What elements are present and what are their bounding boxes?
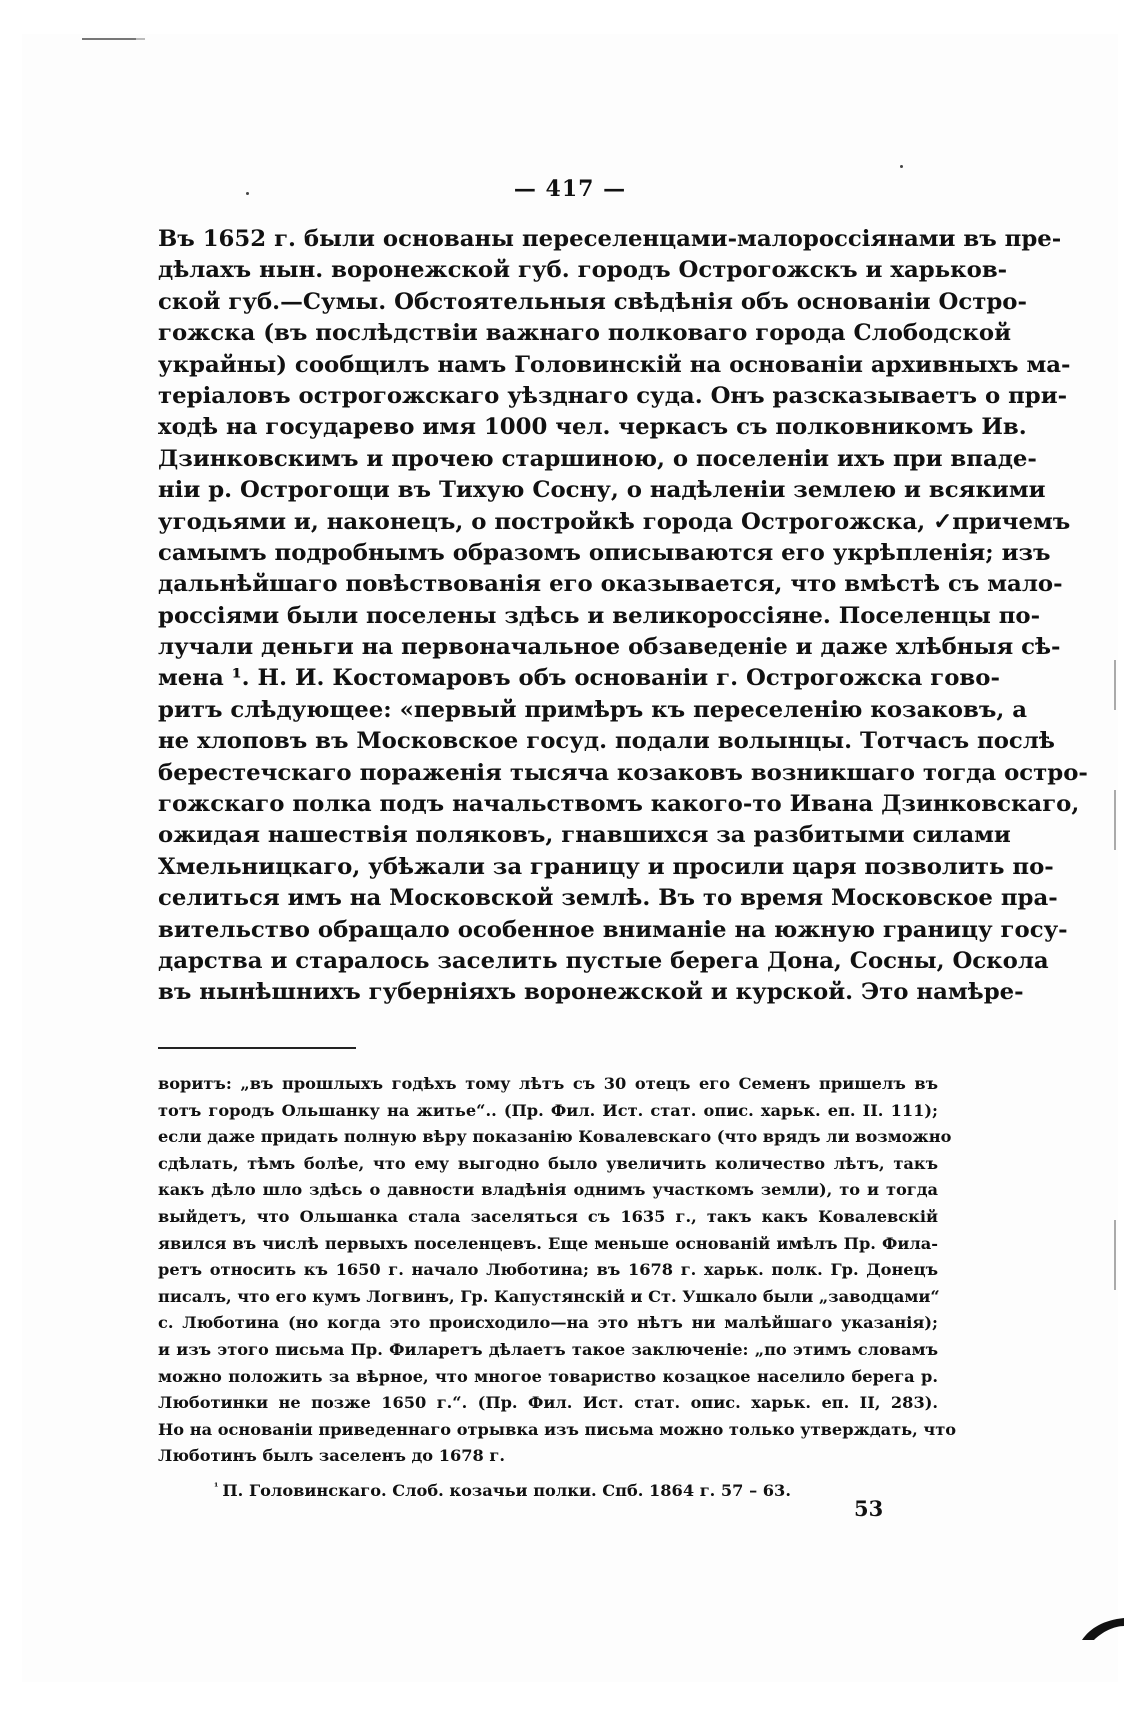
footnote-divider [158,1047,356,1049]
footnote-line: сдѣлать, тѣмъ болѣе, что ему выгодно было увеличить количество лѣтъ, такъ [158,1153,938,1173]
footnote-continuation [158,1071,957,1470]
footnote-line: ретъ относить къ 1650 г. начало Люботина; въ 1678 г. харьк. полк. Гр. Донецъ [158,1260,938,1280]
text-line: дѣлахъ нын. воронежской губ. городъ Острогожскъ и харьков- [158,257,1008,284]
footnote-line: Но на основаніи приведеннаго отрывка изъ письма можно только утверждать, что [158,1419,957,1439]
text-line: въ нынѣшнихъ губерніяхъ воронежской и курской. Это намѣре- [158,979,1024,1006]
footnote-line: писалъ, что его кумъ Логвинъ, Гр. Капустянскій и Ст. Ушкало были „заводцами“ [158,1286,940,1306]
text-line: берестечскаго пораженія тысяча козаковъ возникшаго тогда остро- [158,759,1088,786]
footnote-line: с. Люботина (но когда это происходило—на это нѣтъ ни малѣйшаго указанія); [158,1313,938,1333]
text-line: вительство обращало особенное вниманіе на южную границу госу- [158,916,1068,943]
text-line: селиться имъ на Московской землѣ. Въ то время Московское пра- [158,885,1058,912]
text-line: Въ 1652 г. были основаны переселенцами-малороссіянами въ пре- [158,226,1062,252]
footnote-1 [214,1481,791,1500]
margin-tick [1114,1220,1116,1290]
footnote-line: можно положить за вѣрное, что многое товариство козацкое населило берега р. [158,1366,938,1386]
header-rule-mark [82,38,172,40]
text-line: ожидая нашествія поляковъ, гнавшихся за разбитыми силами [158,822,1011,849]
text-line: ніи р. Острогощи въ Тихую Сосну, о надѣленіи землею и всякими [158,477,1046,504]
text-line: дарства и старалось заселить пустые берега Дона, Сосны, Оскола [158,947,1049,974]
text-line: украйны) сообщилъ намъ Головинскій на основаніи архивныхъ ма- [158,351,1071,378]
text-line: дальнѣйшаго повѣствованія его оказывается, что вмѣстѣ съ мало- [158,571,1063,598]
footnote-line: если даже придать полную вѣру показанію Ковалевскаго (что врядъ ли возможно [158,1127,952,1147]
text-line: не хлоповъ въ Московское госуд. подали волынцы. Тотчасъ послѣ [158,728,1055,755]
footnote-line: и изъ этого письма Пр. Филаретъ дѣлаетъ такое заключеніе: „по этимъ словамъ [158,1339,938,1359]
signature-mark: 53 [854,1496,884,1521]
text-line: самымъ подробнымъ образомъ описываются его укрѣпленія; изъ [158,539,1051,566]
footnote-line: Люботинки не позже 1650 г.“. (Пр. Фил. Ист. стат. опис. харьк. еп. II, 283). [158,1393,938,1413]
footnote-line: явился въ числѣ первыхъ поселенцевъ. Еще меньше основаній имѣлъ Пр. Фила- [158,1233,938,1253]
margin-tick [1114,660,1116,710]
text-line: теріаловъ острогожскаго уѣзднаго суда. Онъ разсказываетъ о при- [158,382,1068,409]
text-line: лучали деньги на первоначальное обзаведеніе и даже хлѣбныя сѣ- [158,634,1061,661]
footnote-line: тотъ городъ Ольшанку на житье“.. (Пр. Фил. Ист. стат. опис. харьк. еп. II. 111); [158,1100,938,1120]
footnote-1-marker: ¹ [214,1482,219,1493]
main-body-text [158,224,1088,1009]
speck [900,165,903,168]
footnote-1-text: П. Головинскаго. Слоб. козачьи полки. Спб. 1864 г. 57 – 63. [222,1481,791,1500]
text-line: мена ¹. Н. И. Костомаровъ объ основаніи г. Острогожска гово- [158,665,1000,692]
page-number: — 417 — [513,176,627,202]
footnote-line: выйдетъ, что Ольшанка стала заселяться съ 1635 г., такъ какъ Ковалевскій [158,1206,938,1226]
text-line: ской губ.—Сумы. Обстоятельныя свѣдѣнія объ основаніи Остро- [158,288,1027,315]
footnote-line: какъ дѣло шло здѣсь о давности владѣнія однимъ участкомъ земли), то и тогда [158,1180,938,1200]
text-line: угодьями и, наконецъ, о постройкѣ города Острогожска, ✓причемъ [158,508,1071,535]
text-line: гожска (въ послѣдствіи важнаго полковаго города Слободской [158,320,1011,347]
text-line: россіями были поселены здѣсь и великороссіяне. Поселенцы по- [158,602,1041,629]
text-line: ритъ слѣдующее: «первый примѣръ къ переселенію козаковъ, а [158,696,1027,723]
footnote-line: воритъ: „въ прошлыхъ годѣхъ тому лѣтъ съ 30 отецъ его Семенъ пришелъ въ [158,1074,938,1093]
corner-thumb-mark-icon [1080,1614,1126,1644]
text-line: гожскаго полка подъ начальствомъ какого-то Ивана Дзинковскаго, [158,791,1080,818]
margin-tick [1114,790,1116,850]
text-line: Хмельницкаго, убѣжали за границу и просили царя позволить по- [158,853,1054,880]
text-line: ходѣ на государево имя 1000 чел. черкасъ съ полковникомъ Ив. [158,414,1027,441]
footnote-line: Люботинъ былъ заселенъ до 1678 г. [158,1446,505,1466]
text-line: Дзинковскимъ и прочею старшиною, о поселеніи ихъ при впаде- [158,445,1037,472]
